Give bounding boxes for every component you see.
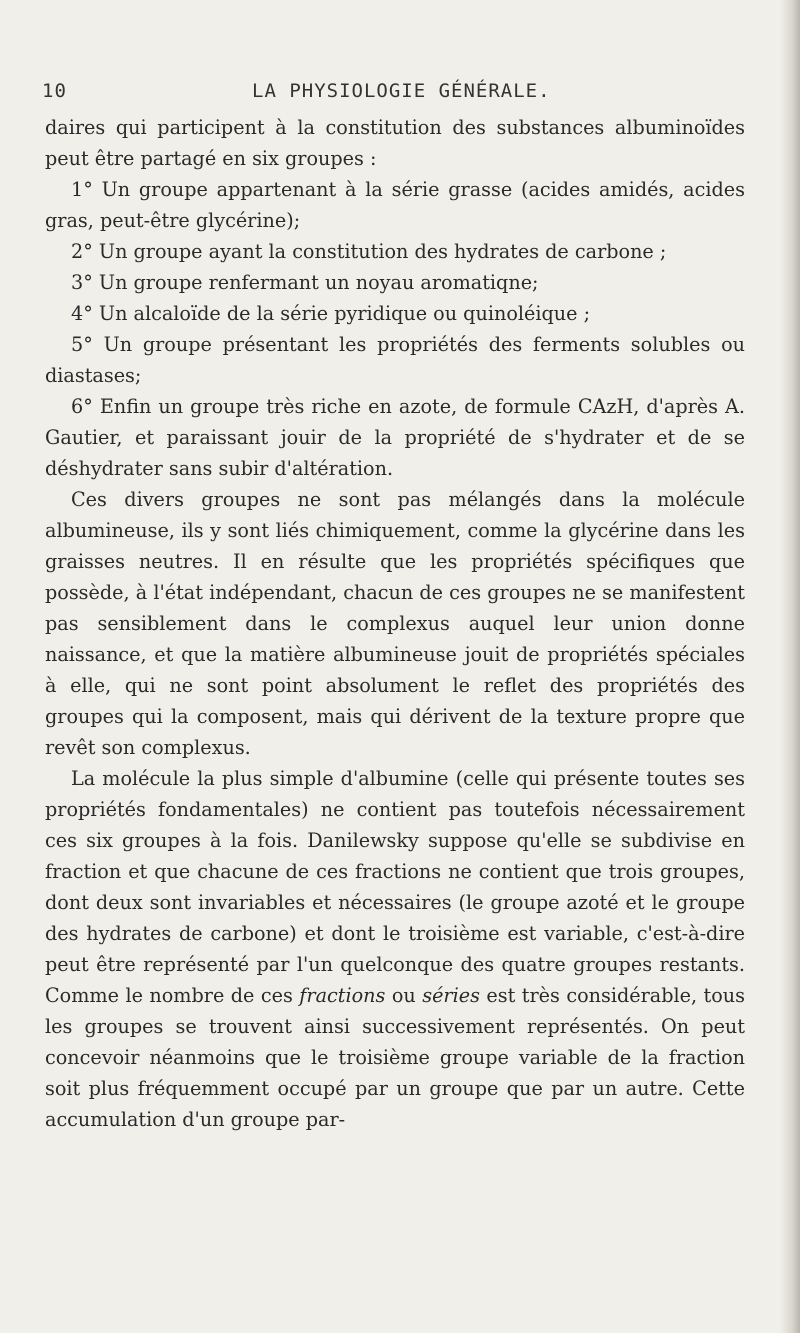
- list-item: 1° Un groupe appartenant à la série grasse (acides amidés, acides gras, peut-être glycérine);: [45, 178, 745, 232]
- paragraph-continuation: daires qui participent à la constitution des substances albuminoïdes peut être partagé en six groupes :: [45, 116, 745, 170]
- list-item: 4° Un alcaloïde de la série pyridique ou quinoléique ;: [71, 302, 591, 325]
- page-edge-shadow: [780, 0, 800, 1333]
- italic-term: séries: [422, 984, 480, 1007]
- running-header: [42, 80, 742, 110]
- paragraph: [45, 763, 745, 1135]
- list-item: 6° Enfin un groupe très riche en azote, de formule CAzH, d'après A. Gautier, et paraissant jouir de la propriété de s'hydrater et de se déshydrater sans subir d'altération.: [45, 395, 745, 480]
- list-item: 2° Un groupe ayant la constitution des hydrates de carbone ;: [71, 240, 667, 263]
- text-run: ou: [385, 984, 423, 1007]
- list-item: 5° Un groupe présentant les propriétés des ferments solubles ou diastases;: [45, 333, 745, 387]
- paragraph: Ces divers groupes ne sont pas mélangés dans la molécule albumineuse, ils y sont liés chimiquement, comme la glycérine dans les graisses neutres. Il en résulte que les propriétés spécifiques que possède, à l'état indépendant, chacun de ces groupes ne se manifestent pas sensiblement dans le complexus auquel leur union donne naissance, et que la matière albumineuse jouit de propriétés spéciales à elle, qui ne sont point absolument le reflet des propriétés des groupes qui la composent, mais qui dérivent de la texture propre que revêt son complexus.: [45, 488, 745, 759]
- page-number: 10: [42, 80, 67, 102]
- body-text: [45, 112, 745, 1135]
- text-run: La molécule la plus simple d'albumine (celle qui présente toutes ses propriétés fondamentales) ne contient pas toutefois nécessairement ces six groupes à la fois. Danilewsky suppose qu'elle se subdivise en fraction et que chacune de ces fractions ne contient que trois groupes, dont deux sont invariables et nécessaires (le groupe azoté et le groupe des hydrates de carbone) et dont le troisième est variable, c'est-à-dire peut être représenté par l'un quelconque des quatre groupes restants. Comme le nombre de ces: [45, 767, 745, 1007]
- italic-term: fractions: [299, 984, 386, 1007]
- running-title: LA PHYSIOLOGIE GÉNÉRALE.: [252, 80, 551, 102]
- list-item: 3° Un groupe renfermant un noyau aromatiqne;: [71, 271, 539, 294]
- text-run: est très considérable, tous les groupes se trouvent ainsi successivement représentés. On peut concevoir néanmoins que le troisième groupe variable de la fraction soit plus fréquemment occupé par un groupe que par un autre. Cette accumulation d'un groupe par-: [45, 984, 746, 1131]
